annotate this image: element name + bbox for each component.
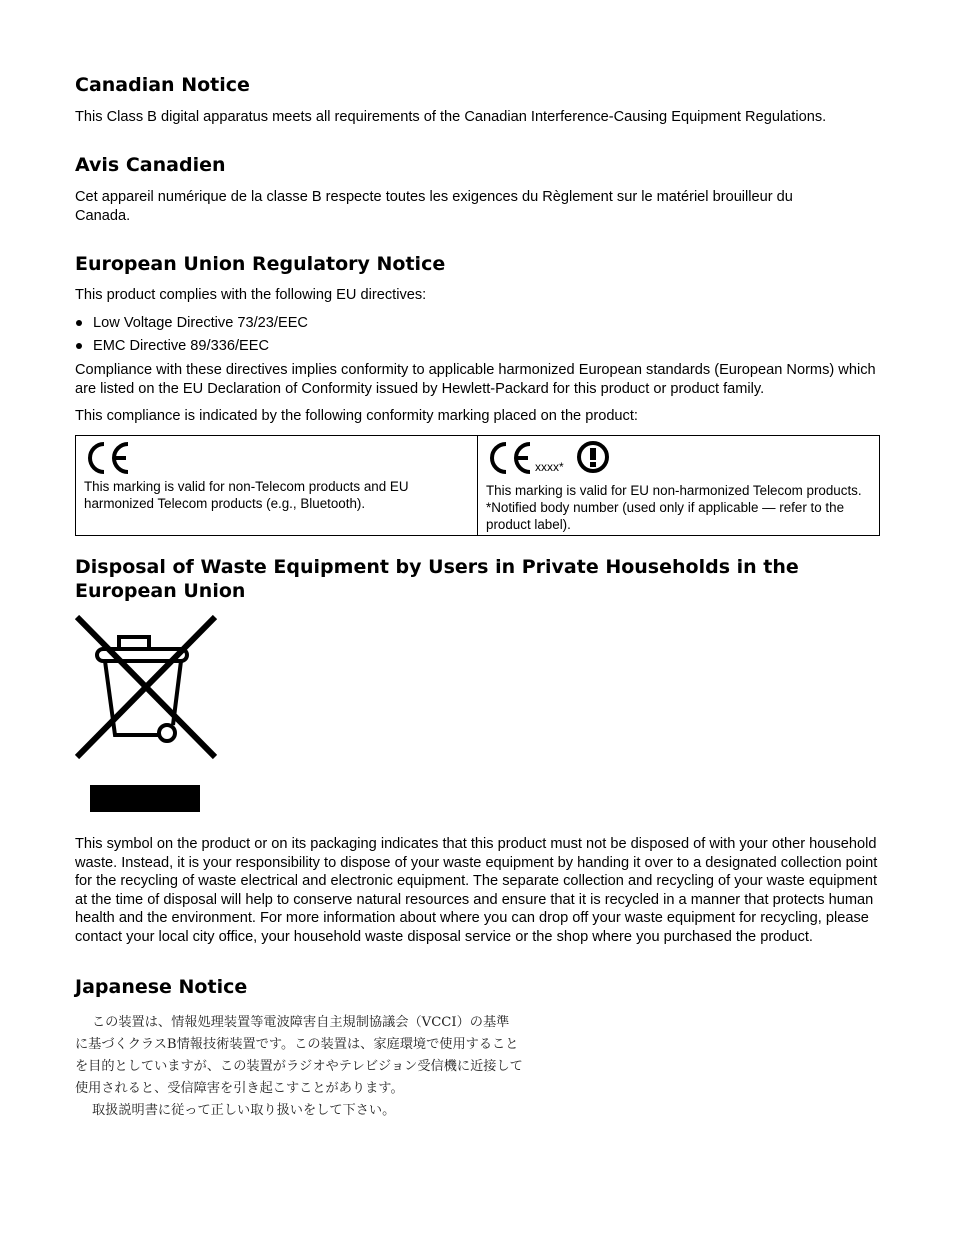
japanese-line: に基づくクラスB情報技術装置です。この装置は、家庭環境で使用すること [75, 1037, 519, 1052]
marking-cell-right [477, 436, 879, 535]
eu-notice-heading: European Union Regulatory Notice [75, 253, 446, 275]
conformity-marking-table [75, 435, 880, 536]
marking-left-text: This marking is valid for non-Telecom products and EU harmonized Telecom products (e.g., Bluetooth). [84, 479, 409, 511]
ce-mark-icon [84, 440, 132, 476]
disposal-heading: Disposal of Waste Equipment by Users in Private Households in the European Union [75, 556, 799, 602]
marking-right-text: This marking is valid for EU non-harmonized Telecom products. *Notified body number (used only if applicable — refer to the product label). [486, 483, 862, 532]
eu-marking-intro: This compliance is indicated by the following conformity marking placed on the product: [75, 408, 638, 424]
canadian-notice-heading: Canadian Notice [75, 74, 250, 96]
marking-cell-left [76, 436, 477, 535]
list-item: Low Voltage Directive 73/23/EEC [75, 314, 308, 337]
canadian-notice-text: This Class B digital apparatus meets all requirements of the Canadian Interference-Causing Equipment Regulations. [75, 109, 827, 125]
japanese-line: を目的としていますが、この装置がラジオやテレビジョン受信機に近接して [75, 1059, 523, 1074]
avis-canadien-heading: Avis Canadien [75, 154, 226, 176]
alert-circle-icon [576, 440, 610, 474]
japanese-line: この装置は、情報処理装置等電波障害自主規制協議会（VCCI）の基準 [92, 1015, 510, 1030]
japanese-line: 使用されると、受信障害を引き起こすことがあります。 [75, 1081, 404, 1096]
japanese-line: 取扱説明書に従って正しい取り扱いをして下さい。 [92, 1103, 396, 1118]
japanese-notice-heading: Japanese Notice [75, 976, 248, 998]
eu-directives-list [75, 314, 308, 360]
crossed-out-wheelie-bin-icon [75, 615, 217, 815]
disposal-text: This symbol on the product or on its packaging indicates that this product must not be disposed of with your other household waste. Instead, it is your responsibility to dispose of your waste equipment by handing it over to a designated collection point for the recycling of waste electrical and electronic equipment. The separate collection and recycling of your waste equipment at the time of disposal will help to conserve natural resources and ensure that it is recycled in a manner that protects human health and the environment. For more information about where you can drop off your waste equipment for recycling, please contact your local city office, your household waste disposal service or the shop where you purchased the product. [75, 836, 878, 945]
list-item: EMC Directive 89/336/EEC [75, 337, 308, 360]
eu-directives-intro: This product complies with the following EU directives: [75, 287, 427, 303]
avis-canadien-text: Cet appareil numérique de la classe B respecte toutes les exigences du Règlement sur le matériel brouilleur du Canada. [75, 189, 793, 224]
ce-mark-icon [486, 440, 534, 476]
notified-body-number: xxxx* [535, 460, 564, 474]
eu-compliance-text: Compliance with these directives implies conformity to applicable harmonized European standards (European Norms) which are listed on the EU Declaration of Conformity issued by Hewlett-Packard for this product or product family. [75, 362, 876, 397]
japanese-notice-text [75, 1012, 595, 1122]
